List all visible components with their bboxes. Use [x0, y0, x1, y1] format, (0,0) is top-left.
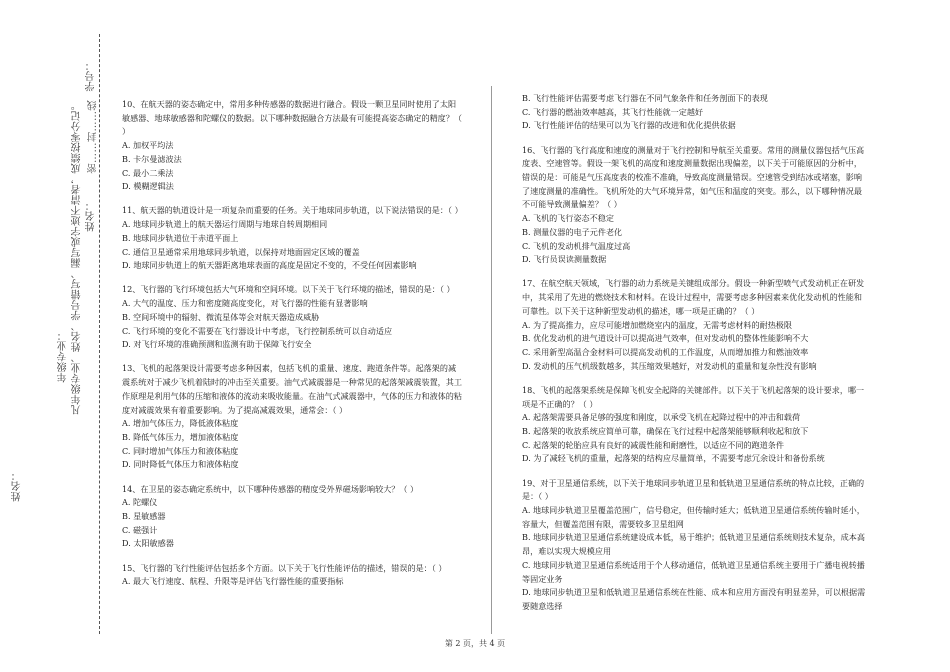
question-stem: 18、飞机的起落架系统是保障飞机安全起降的关键部件。以下关于飞机起落架的设计要求，哪一项是不正确的？（ ） — [522, 384, 865, 409]
answer-option: D. 对飞行环境的准确预测和监测有助于保障飞行安全 — [122, 339, 312, 350]
question-stem: 13、飞机的起落架设计需要考虑多种因素，包括飞机的重量、速度、跑道条件等。起落架的减震系统对于减少飞机着陆时的冲击至关重要。油气式减震器是一种常见的起落架减震装置，其工作原理是利用气体的压缩和液体的流动来吸收能量。在油气式减震器中，气体的压力和液体的粘度对减震效果有着重要影响。为了提高减震效果，通常会：（ ） — [122, 363, 462, 415]
answer-option: A. 地球同步轨道上的航天器运行周期与地球自转周期相同 — [122, 219, 328, 230]
grade-major-label: 年级专业： — [58, 330, 69, 383]
right-column — [522, 92, 868, 624]
column-divider — [491, 86, 492, 634]
question-block — [522, 277, 868, 373]
seal-line-text: 密……封……线 — [88, 100, 99, 174]
answer-option: D. 飞行员误读测量数据 — [522, 254, 607, 265]
question-block — [122, 283, 462, 352]
answer-option: C. 同时增加气体压力和液体粘度 — [122, 445, 239, 456]
question-stem: 14、在卫星的姿态确定系统中，以下哪种传感器的精度受外界磁场影响较大？（ ） — [122, 483, 419, 494]
question-block — [122, 362, 462, 472]
warning-text: 凡年级专业、姓名、学号错写、漏写或字迹不清者，成绩按零分记。 — [72, 100, 83, 415]
answer-option: A. 最大飞行速度、航程、升限等是评估飞行器性能的重要指标 — [122, 576, 344, 587]
answer-option: A. 为了提高推力，应尽可能增加燃烧室内的温度，无需考虑材料的耐热极限 — [522, 319, 792, 330]
answer-option: D. 地球同步轨道上的航天器距离地球表面的高度是固定不变的，不受任何因素影响 — [122, 260, 417, 271]
answer-option: C. 飞行环境的变化不需要在飞行器设计中考虑，飞行控制系统可以自动适应 — [122, 325, 393, 336]
answer-option: B. 卡尔曼滤波法 — [122, 153, 182, 164]
answer-option: C. 通信卫星通常采用地球同步轨道，以保持对地面固定区域的覆盖 — [122, 246, 360, 257]
answer-option: B. 起落架的收放系统应简单可靠，确保在飞行过程中起落架能够顺利收起和放下 — [522, 425, 809, 436]
binding-margin — [0, 0, 112, 672]
answer-option: A. 加权平均法 — [122, 140, 174, 151]
answer-option: D. 地球同步轨道卫星和低轨道卫星通信系统在性能、成本和应用方面没有明显差异，可以根据需要随意选择 — [522, 587, 866, 611]
page-footer: 第 2 页，共 4 页 — [444, 639, 506, 648]
question-block — [122, 562, 462, 589]
answer-option: B. 测量仪器的电子元件老化 — [522, 226, 623, 237]
name-label: 姓名： — [86, 200, 97, 232]
left-column — [122, 98, 462, 600]
question-stem: 16、飞行器的飞行高度和速度的测量对于飞行控制和导航至关重要。常用的测量仪器包括气压高度表、空速管等。假设一架飞机的高度和速度测量数据出现偏差，以下关于可能原因的分析中，错误的是：可能是气压高度表的校准不准确，导致高度测量错误。空速管受到结冰或堵塞，影响了速度测量的准确性。飞机所处的大气环境异常，如气压和温度的突变。那么，以下哪种情况最不可能导致测量偏差？（ ） — [522, 144, 865, 210]
question-stem: 15、飞行器的飞行性能评估包括多个方面。以下关于飞行性能评估的描述，错误的是：（ ） — [122, 562, 447, 573]
question-stem: 12、飞行器的飞行环境包括大气环境和空间环境。以下关于飞行环境的描述，错误的是：（ ） — [122, 284, 455, 295]
answer-option: B. 星敏感器 — [122, 510, 166, 521]
answer-option: B. 地球同步轨道位于赤道平面上 — [122, 232, 239, 243]
answer-option: C. 采用新型高温合金材料可以提高发动机的工作温度，从而增加推力和燃油效率 — [522, 346, 809, 357]
question-block — [522, 144, 868, 267]
answer-option: A. 地球同步轨道卫星覆盖范围广，信号稳定，但传输时延大；低轨道卫星通信系统传输时延小，容量大，但覆盖范围有限，需要较多卫星组网 — [522, 504, 865, 529]
answer-option: B. 优化发动机的进气道设计可以提高进气效率，但对发动机的整体性能影响不大 — [522, 333, 809, 344]
school-label: 姓名： — [12, 470, 23, 502]
question-stem: 19、对于卫星通信系统，以下关于地球同步轨道卫星和低轨道卫星通信系统的特点比较，正确的是：（ ） — [522, 477, 865, 502]
question-block — [122, 204, 462, 273]
seal-dashed-line — [99, 34, 100, 634]
question-stem: 17、在航空航天领域，飞行器的动力系统是关键组成部分。假设一种新型喷气式发动机正在研发中，其采用了先进的燃烧技术和材料。在设计过程中，需要考虑多种因素来优化发动机的性能和可靠性。以下关于这种新型发动机的描述，哪一项是正确的？（ ） — [522, 278, 865, 316]
answer-option: B. 空间环境中的辐射、微流星体等会对航天器造成威胁 — [122, 311, 320, 322]
answer-option: C. 飞行器的燃油效率越高，其飞行性能就一定越好 — [522, 106, 704, 117]
question-block — [522, 92, 868, 133]
answer-option: C. 磁强计 — [122, 524, 158, 535]
answer-option: D. 飞行性能评估的结果可以为飞行器的改进和优化提供依据 — [522, 120, 736, 131]
answer-option: D. 同时降低气体压力和液体粘度 — [122, 459, 239, 470]
question-block — [122, 98, 462, 194]
answer-option: C. 最小二乘法 — [122, 167, 174, 178]
answer-option: D. 模糊逻辑法 — [122, 181, 174, 192]
answer-option: A. 大气的温度、压力和密度随高度变化，对飞行器的性能有显著影响 — [122, 298, 368, 309]
answer-option: B. 飞行性能评估需要考虑飞行器在不同气象条件和任务剖面下的表现 — [522, 93, 768, 103]
answer-option: C. 起落架的轮胎应具有良好的减震性能和耐磨性，以适应不同的跑道条件 — [522, 439, 784, 450]
student-id-label: 学号： — [86, 60, 97, 92]
question-block — [122, 483, 462, 552]
question-block — [522, 384, 868, 466]
question-stem: 11、航天器的轨道设计是一项复杂而重要的任务。关于地球同步轨道，以下说法错误的是：（ ） — [122, 205, 463, 216]
answer-option: C. 地球同步轨道卫星通信系统适用于个人移动通信，低轨道卫星通信系统主要用于广播电视转播等固定业务 — [522, 559, 865, 584]
answer-option: A. 起落架需要具备足够的强度和刚度，以承受飞机在起降过程中的冲击和载荷 — [522, 412, 801, 423]
question-stem: 10、在航天器的姿态确定中，常用多种传感器的数据进行融合。假设一颗卫星同时使用了太阳敏感器、地球敏感器和陀螺仪的数据。以下哪种数据融合方法最有可能提高姿态确定的精度？（ ） — [122, 99, 462, 137]
answer-option: B. 降低气体压力，增加液体粘度 — [122, 431, 239, 442]
answer-option: B. 地球同步轨道卫星通信系统建设成本低，易于维护；低轨道卫星通信系统则技术复杂，成本高昂，难以实现大规模应用 — [522, 532, 865, 557]
answer-option: A. 陀螺仪 — [122, 497, 158, 508]
answer-option: A. 增加气体压力，降低液体粘度 — [122, 418, 239, 429]
answer-option: D. 为了减轻飞机的重量，起落架的结构应尽量简单，不需要考虑冗余设计和备份系统 — [522, 453, 825, 464]
answer-option: C. 飞机的发动机排气温度过高 — [522, 240, 631, 251]
answer-option: D. 发动机的压气机级数越多，其压缩效果越好，对发动机的重量和复杂性没有影响 — [522, 360, 817, 371]
answer-option: A. 飞机的飞行姿态不稳定 — [522, 213, 614, 224]
answer-option: D. 太阳敏感器 — [122, 538, 174, 549]
question-block — [522, 477, 868, 614]
